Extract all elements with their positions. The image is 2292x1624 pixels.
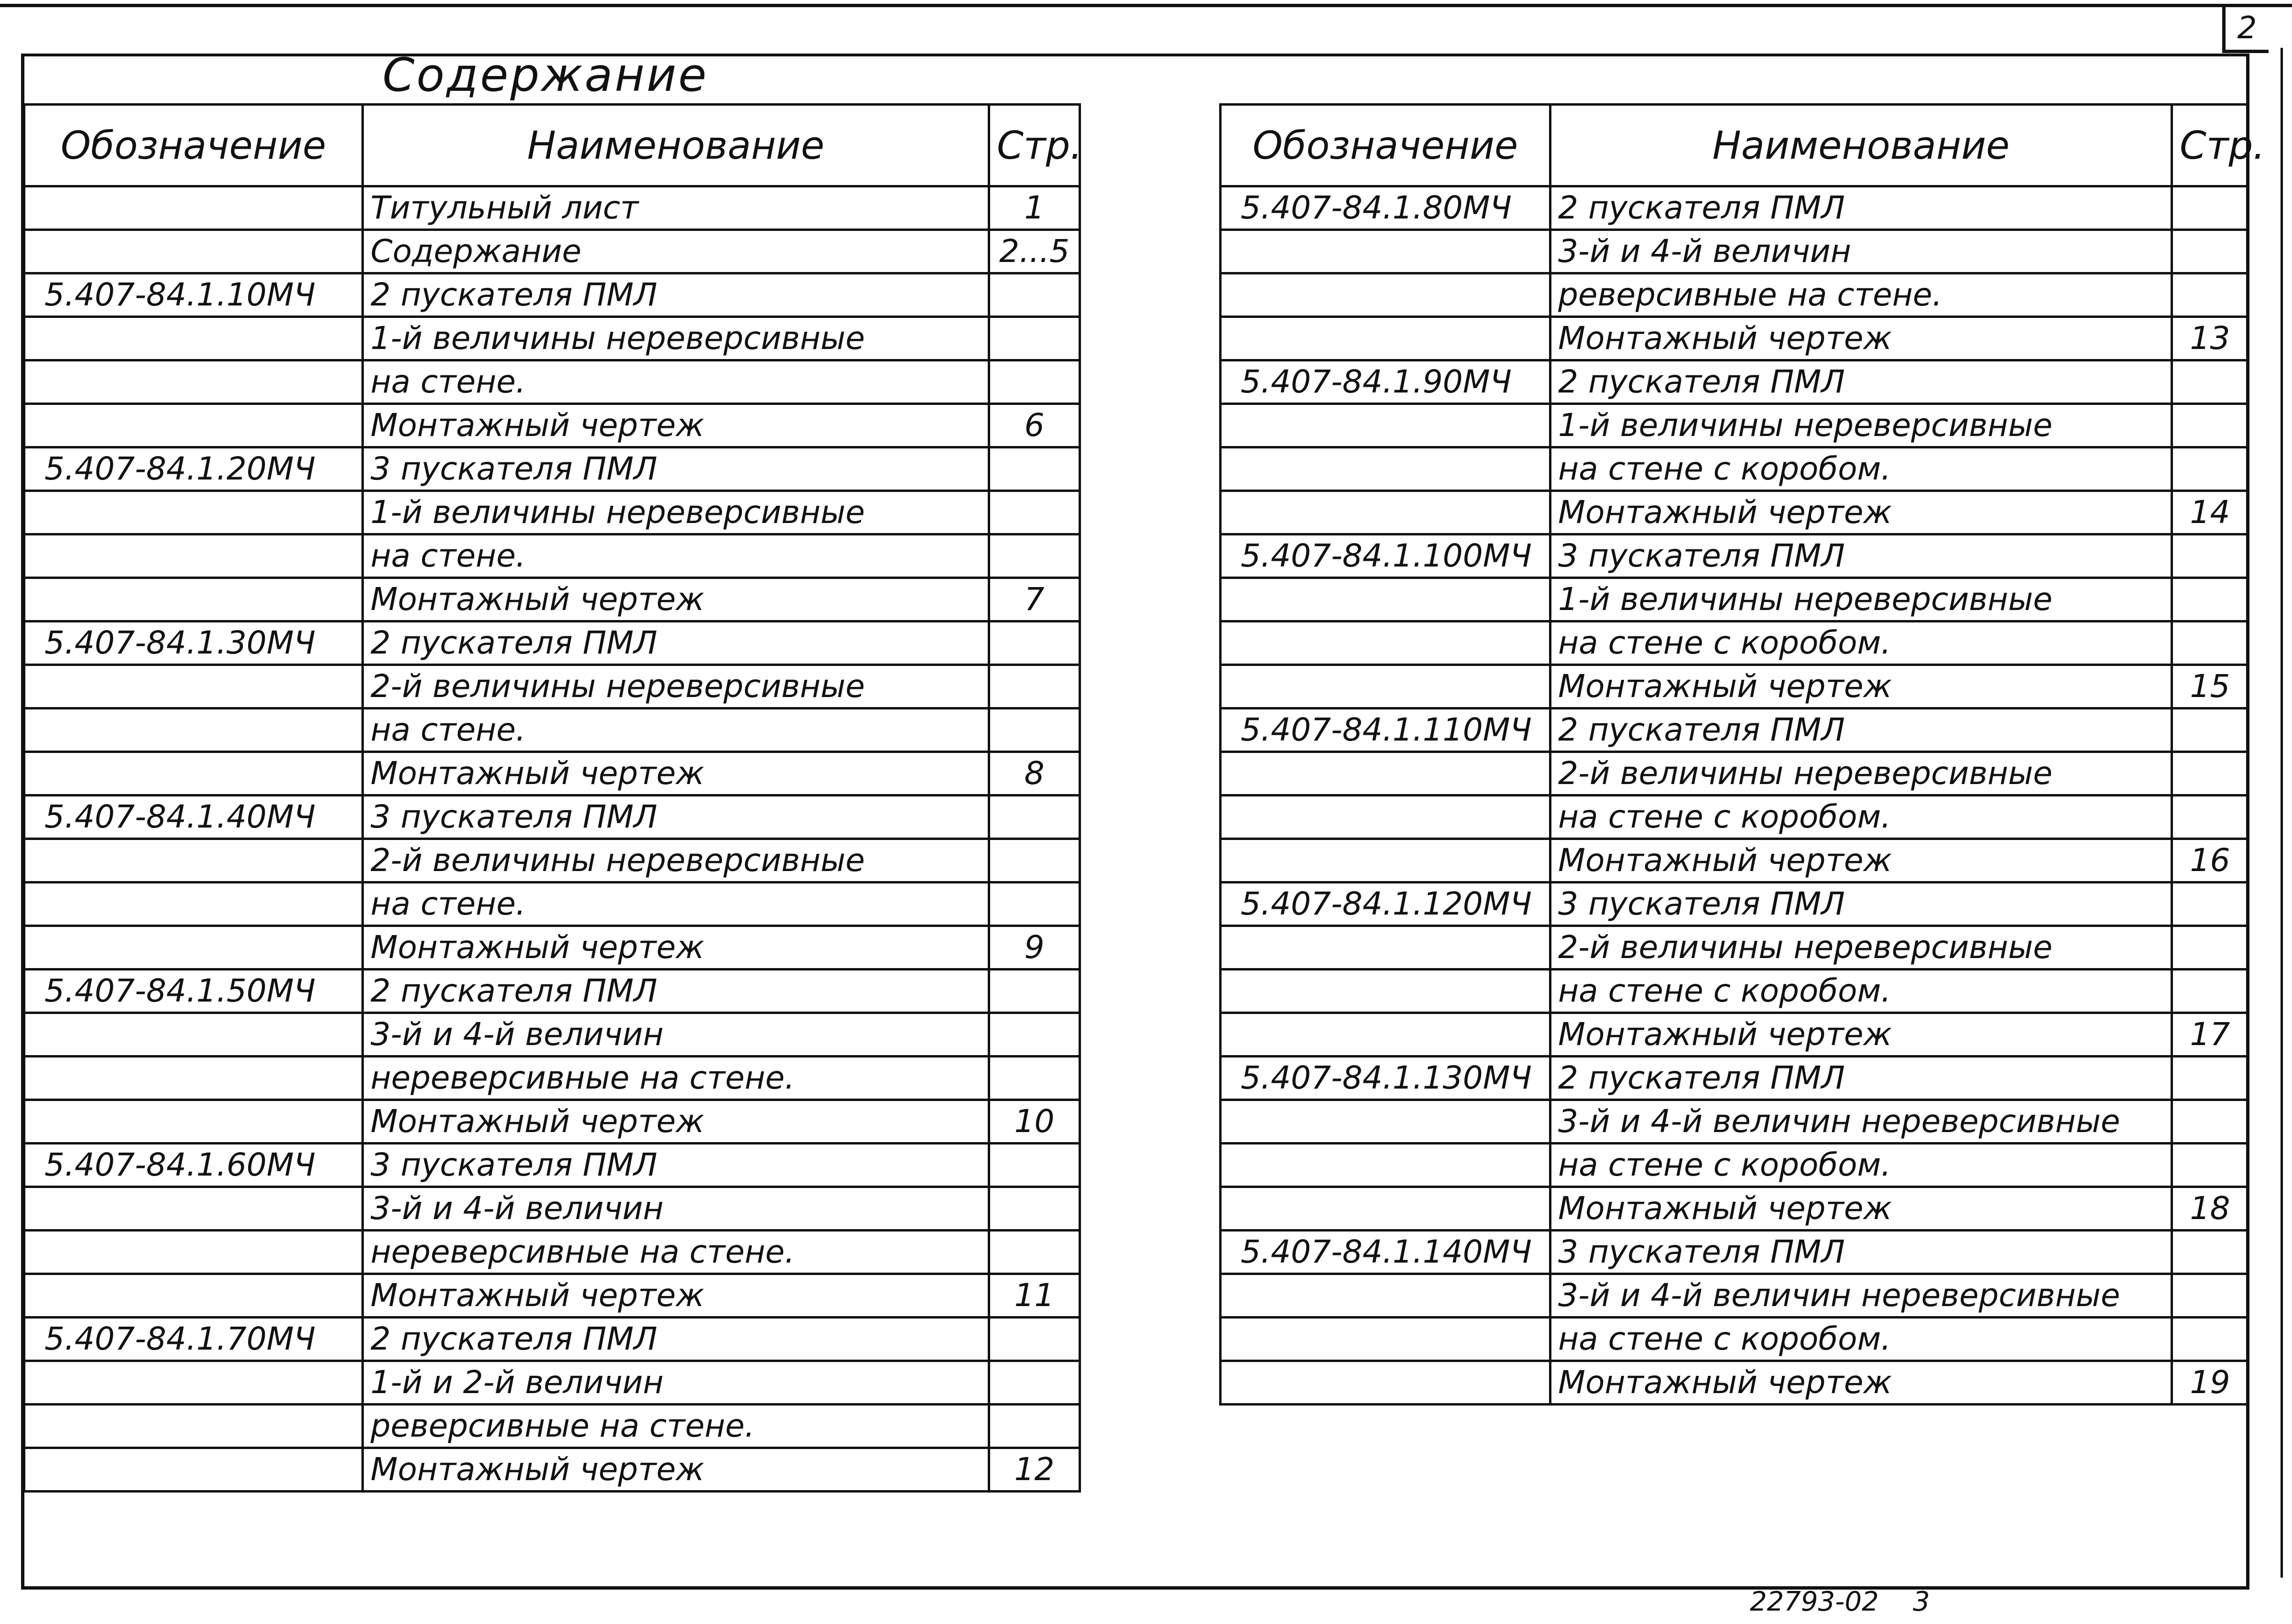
table-row xyxy=(24,1448,1080,1492)
table-row xyxy=(1221,1318,2248,1361)
designation-cell xyxy=(24,1187,363,1231)
page-cell xyxy=(2172,970,2248,1013)
page-cell xyxy=(989,1144,1080,1187)
table-row xyxy=(24,708,1080,752)
name-cell: реверсивные на стене. xyxy=(363,1405,989,1448)
contents-table-left xyxy=(23,103,1081,1493)
page-cell: 9 xyxy=(989,926,1080,970)
name-cell: нереверсивные на стене. xyxy=(363,1057,989,1100)
table-row xyxy=(24,578,1080,621)
page-cell xyxy=(2172,1231,2248,1274)
designation-cell xyxy=(24,578,363,621)
designation-cell xyxy=(1221,578,1550,621)
page-cell xyxy=(2172,796,2248,839)
name-cell: 3 пускателя ПМЛ xyxy=(363,796,989,839)
name-cell: 1-й и 2-й величин xyxy=(363,1361,989,1405)
page-cell: 13 xyxy=(2172,317,2248,360)
table-row xyxy=(24,273,1080,317)
name-cell: 1-й величины нереверсивные xyxy=(1550,578,2172,621)
page-cell xyxy=(2172,230,2248,273)
name-cell: на стене. xyxy=(363,708,989,752)
designation-cell: 5.407-84.1.120МЧ xyxy=(1221,883,1550,926)
sheet-number: 3 xyxy=(1912,1586,1930,1617)
page-cell xyxy=(989,796,1080,839)
name-cell: 2-й величины нереверсивные xyxy=(1550,752,2172,796)
table-row xyxy=(24,230,1080,273)
name-cell: реверсивные на стене. xyxy=(1550,273,2172,317)
name-cell: Монтажный чертеж xyxy=(363,1448,989,1492)
designation-cell xyxy=(24,360,363,404)
page-cell xyxy=(2172,752,2248,796)
name-cell: на стене. xyxy=(363,883,989,926)
page-cell: 17 xyxy=(2172,1013,2248,1057)
page-cell xyxy=(2172,578,2248,621)
table-row xyxy=(24,1187,1080,1231)
page-cell xyxy=(2172,1144,2248,1187)
designation-cell xyxy=(1221,317,1550,360)
table-row xyxy=(24,491,1080,534)
page-cell xyxy=(989,839,1080,883)
table-row xyxy=(1221,752,2248,796)
designation-cell xyxy=(1221,404,1550,447)
page-cell xyxy=(2172,447,2248,491)
designation-cell: 5.407-84.1.20МЧ xyxy=(24,447,363,491)
name-cell: на стене с коробом. xyxy=(1550,1318,2172,1361)
designation-cell xyxy=(1221,621,1550,665)
table-row xyxy=(24,360,1080,404)
page-cell xyxy=(989,883,1080,926)
designation-cell: 5.407-84.1.110МЧ xyxy=(1221,708,1550,752)
name-cell: на стене с коробом. xyxy=(1550,447,2172,491)
table-row xyxy=(1221,621,2248,665)
page-cell xyxy=(2172,926,2248,970)
name-cell: Монтажный чертеж xyxy=(363,1274,989,1318)
page-cell xyxy=(989,317,1080,360)
table-row xyxy=(1221,883,2248,926)
table-row xyxy=(1221,317,2248,360)
designation-cell xyxy=(1221,273,1550,317)
page-cell xyxy=(989,1231,1080,1274)
designation-cell xyxy=(24,186,363,230)
designation-cell xyxy=(24,317,363,360)
table-row xyxy=(1221,1274,2248,1318)
table-row xyxy=(1221,1187,2248,1231)
designation-cell xyxy=(24,752,363,796)
table-row xyxy=(24,1013,1080,1057)
name-cell: 2 пускателя ПМЛ xyxy=(1550,1057,2172,1100)
name-cell: 3 пускателя ПМЛ xyxy=(1550,883,2172,926)
table-row xyxy=(24,752,1080,796)
page-cell xyxy=(989,708,1080,752)
page-cell: 16 xyxy=(2172,839,2248,883)
designation-cell xyxy=(24,883,363,926)
page-cell xyxy=(2172,360,2248,404)
name-cell: Монтажный чертеж xyxy=(1550,1187,2172,1231)
designation-cell: 5.407-84.1.50МЧ xyxy=(24,970,363,1013)
name-cell: Монтажный чертеж xyxy=(1550,1013,2172,1057)
page-cell xyxy=(989,1187,1080,1231)
page-cell xyxy=(2172,1100,2248,1144)
page-cell xyxy=(2172,1318,2248,1361)
table-row xyxy=(1221,926,2248,970)
name-cell: 3-й и 4-й величин нереверсивные xyxy=(1550,1100,2172,1144)
page-cell: 2...5 xyxy=(989,230,1080,273)
table-row xyxy=(24,883,1080,926)
name-cell: Монтажный чертеж xyxy=(1550,1361,2172,1405)
page-cell xyxy=(989,1318,1080,1361)
page-cell xyxy=(989,447,1080,491)
table-row xyxy=(1221,360,2248,404)
table-row xyxy=(1221,230,2248,273)
table-row xyxy=(24,186,1080,230)
page-cell xyxy=(2172,1057,2248,1100)
designation-cell xyxy=(1221,1318,1550,1361)
name-cell: 3 пускателя ПМЛ xyxy=(363,447,989,491)
page-cell xyxy=(2172,708,2248,752)
page-cell: 10 xyxy=(989,1100,1080,1144)
contents-rows-left xyxy=(24,186,1080,1492)
name-cell: Монтажный чертеж xyxy=(363,1100,989,1144)
table-row xyxy=(1221,404,2248,447)
table-row xyxy=(1221,796,2248,839)
page-cell xyxy=(2172,621,2248,665)
table-row xyxy=(1221,447,2248,491)
designation-cell xyxy=(1221,1100,1550,1144)
table-row xyxy=(24,447,1080,491)
page-cell xyxy=(2172,1274,2248,1318)
name-cell: Монтажный чертеж xyxy=(363,752,989,796)
designation-cell xyxy=(1221,1144,1550,1187)
page-cell: 1 xyxy=(989,186,1080,230)
page-cell xyxy=(989,1057,1080,1100)
designation-cell xyxy=(24,1057,363,1100)
table-row xyxy=(1221,1231,2248,1274)
table-row xyxy=(24,1318,1080,1361)
page-cell xyxy=(989,1405,1080,1448)
designation-cell: 5.407-84.1.40МЧ xyxy=(24,796,363,839)
table-row xyxy=(24,926,1080,970)
table-row xyxy=(24,1405,1080,1448)
page-cell xyxy=(2172,273,2248,317)
designation-cell xyxy=(1221,1274,1550,1318)
page-cell xyxy=(989,621,1080,665)
designation-cell xyxy=(1221,230,1550,273)
designation-cell: 5.407-84.1.130МЧ xyxy=(1221,1057,1550,1100)
name-cell: Монтажный чертеж xyxy=(363,404,989,447)
page-title: Содержание xyxy=(382,48,709,102)
table-row xyxy=(24,534,1080,578)
page-cell xyxy=(989,1013,1080,1057)
name-cell: 2 пускателя ПМЛ xyxy=(363,1318,989,1361)
table-row xyxy=(24,1057,1080,1100)
designation-cell xyxy=(1221,447,1550,491)
name-cell: 2 пускателя ПМЛ xyxy=(363,970,989,1013)
page-cell xyxy=(989,665,1080,708)
page-cell xyxy=(989,491,1080,534)
header-name: Наименование xyxy=(1550,105,2172,186)
designation-cell xyxy=(1221,752,1550,796)
designation-cell: 5.407-84.1.80МЧ xyxy=(1221,186,1550,230)
page-cell: 15 xyxy=(2172,665,2248,708)
name-cell: на стене с коробом. xyxy=(1550,970,2172,1013)
header-name: Наименование xyxy=(363,105,989,186)
name-cell: на стене с коробом. xyxy=(1550,1144,2172,1187)
designation-cell xyxy=(1221,491,1550,534)
name-cell: на стене с коробом. xyxy=(1550,796,2172,839)
designation-cell xyxy=(24,1013,363,1057)
table-row xyxy=(24,839,1080,883)
table-row xyxy=(1221,665,2248,708)
table-row xyxy=(1221,1144,2248,1187)
table-row xyxy=(1221,1013,2248,1057)
table-row xyxy=(24,317,1080,360)
name-cell: 3 пускателя ПМЛ xyxy=(1550,1231,2172,1274)
frame-edge-line xyxy=(2281,48,2283,1578)
designation-cell xyxy=(24,404,363,447)
table-row xyxy=(1221,970,2248,1013)
designation-cell: 5.407-84.1.60МЧ xyxy=(24,1144,363,1187)
header-designation: Обозначение xyxy=(24,105,363,186)
table-row xyxy=(1221,534,2248,578)
name-cell: на стене с коробом. xyxy=(1550,621,2172,665)
page-cell xyxy=(989,534,1080,578)
table-row xyxy=(24,621,1080,665)
designation-cell xyxy=(24,491,363,534)
page-cell xyxy=(989,1361,1080,1405)
page-cell: 18 xyxy=(2172,1187,2248,1231)
designation-cell xyxy=(24,1361,363,1405)
table-row xyxy=(24,404,1080,447)
designation-cell: 5.407-84.1.30МЧ xyxy=(24,621,363,665)
name-cell: 3 пускателя ПМЛ xyxy=(1550,534,2172,578)
page-cell: 12 xyxy=(989,1448,1080,1492)
name-cell: на стене. xyxy=(363,360,989,404)
header-page: Стр. xyxy=(989,105,1080,186)
designation-cell: 5.407-84.1.70МЧ xyxy=(24,1318,363,1361)
name-cell: Монтажный чертеж xyxy=(363,926,989,970)
designation-cell xyxy=(1221,796,1550,839)
designation-cell xyxy=(1221,1187,1550,1231)
name-cell: 2 пускателя ПМЛ xyxy=(1550,360,2172,404)
table-row xyxy=(24,1231,1080,1274)
name-cell: 1-й величины нереверсивные xyxy=(1550,404,2172,447)
name-cell: 2 пускателя ПМЛ xyxy=(1550,708,2172,752)
designation-cell xyxy=(1221,1361,1550,1405)
header-designation: Обозначение xyxy=(1221,105,1550,186)
table-row xyxy=(1221,578,2248,621)
name-cell: 3-й и 4-й величин xyxy=(1550,230,2172,273)
page-cell: 7 xyxy=(989,578,1080,621)
name-cell: 2 пускателя ПМЛ xyxy=(1550,186,2172,230)
page-cell xyxy=(989,273,1080,317)
page-cell xyxy=(989,970,1080,1013)
name-cell: Монтажный чертеж xyxy=(1550,839,2172,883)
table-row xyxy=(24,1100,1080,1144)
contents-rows-right xyxy=(1221,186,2248,1405)
page-cell: 8 xyxy=(989,752,1080,796)
page-cell: 19 xyxy=(2172,1361,2248,1405)
page-cell xyxy=(2172,404,2248,447)
frame-top-line xyxy=(0,4,2292,7)
name-cell: на стене. xyxy=(363,534,989,578)
designation-cell xyxy=(1221,926,1550,970)
table-row xyxy=(24,796,1080,839)
name-cell: Титульный лист xyxy=(363,186,989,230)
name-cell: 2-й величины нереверсивные xyxy=(363,839,989,883)
designation-cell xyxy=(1221,839,1550,883)
designation-cell xyxy=(24,534,363,578)
name-cell: Монтажный чертеж xyxy=(1550,665,2172,708)
page-cell: 6 xyxy=(989,404,1080,447)
designation-cell: 5.407-84.1.10МЧ xyxy=(24,273,363,317)
designation-cell xyxy=(24,1448,363,1492)
table-row xyxy=(24,970,1080,1013)
table-row xyxy=(1221,1100,2248,1144)
name-cell: 3-й и 4-й величин xyxy=(363,1187,989,1231)
designation-cell xyxy=(24,230,363,273)
page-cell xyxy=(2172,186,2248,230)
table-row xyxy=(1221,708,2248,752)
page-number: 2 xyxy=(2222,7,2269,53)
contents-table-right xyxy=(1219,103,2265,1406)
designation-cell xyxy=(1221,970,1550,1013)
table-row xyxy=(1221,839,2248,883)
frame-inner-top-line xyxy=(21,54,2249,56)
page-cell xyxy=(2172,883,2248,926)
page-cell: 14 xyxy=(2172,491,2248,534)
page-cell: 11 xyxy=(989,1274,1080,1318)
name-cell: Содержание xyxy=(363,230,989,273)
designation-cell xyxy=(24,1231,363,1274)
table-row xyxy=(24,1274,1080,1318)
table-row xyxy=(24,1361,1080,1405)
designation-cell xyxy=(24,1405,363,1448)
name-cell: Монтажный чертеж xyxy=(363,578,989,621)
designation-cell: 5.407-84.1.100МЧ xyxy=(1221,534,1550,578)
name-cell: нереверсивные на стене. xyxy=(363,1231,989,1274)
name-cell: 2-й величины нереверсивные xyxy=(1550,926,2172,970)
table-row xyxy=(24,665,1080,708)
name-cell: 2-й величины нереверсивные xyxy=(363,665,989,708)
name-cell: Монтажный чертеж xyxy=(1550,317,2172,360)
designation-cell xyxy=(1221,665,1550,708)
name-cell: 3 пускателя ПМЛ xyxy=(363,1144,989,1187)
designation-cell: 5.407-84.1.140МЧ xyxy=(1221,1231,1550,1274)
table-row xyxy=(24,1144,1080,1187)
designation-cell xyxy=(24,708,363,752)
name-cell: 3-й и 4-й величин xyxy=(363,1013,989,1057)
name-cell: 2 пускателя ПМЛ xyxy=(363,621,989,665)
designation-cell xyxy=(24,1100,363,1144)
header-page: Стр. xyxy=(2172,105,2248,186)
designation-cell xyxy=(24,839,363,883)
designation-cell: 5.407-84.1.90МЧ xyxy=(1221,360,1550,404)
name-cell: 1-й величины нереверсивные xyxy=(363,317,989,360)
designation-cell xyxy=(24,926,363,970)
name-cell: 3-й и 4-й величин нереверсивные xyxy=(1550,1274,2172,1318)
table-row xyxy=(1221,1057,2248,1100)
table-row xyxy=(1221,273,2248,317)
name-cell: Монтажный чертеж xyxy=(1550,491,2172,534)
document-number: 22793-02 xyxy=(1750,1586,1879,1617)
designation-cell xyxy=(24,1274,363,1318)
footer-stamp xyxy=(1750,1585,1930,1619)
table-row xyxy=(1221,1361,2248,1405)
designation-cell xyxy=(24,665,363,708)
name-cell: 2 пускателя ПМЛ xyxy=(363,273,989,317)
table-row xyxy=(1221,491,2248,534)
name-cell: 1-й величины нереверсивные xyxy=(363,491,989,534)
page-cell xyxy=(2172,534,2248,578)
page-cell xyxy=(989,360,1080,404)
table-row xyxy=(1221,186,2248,230)
designation-cell xyxy=(1221,1013,1550,1057)
